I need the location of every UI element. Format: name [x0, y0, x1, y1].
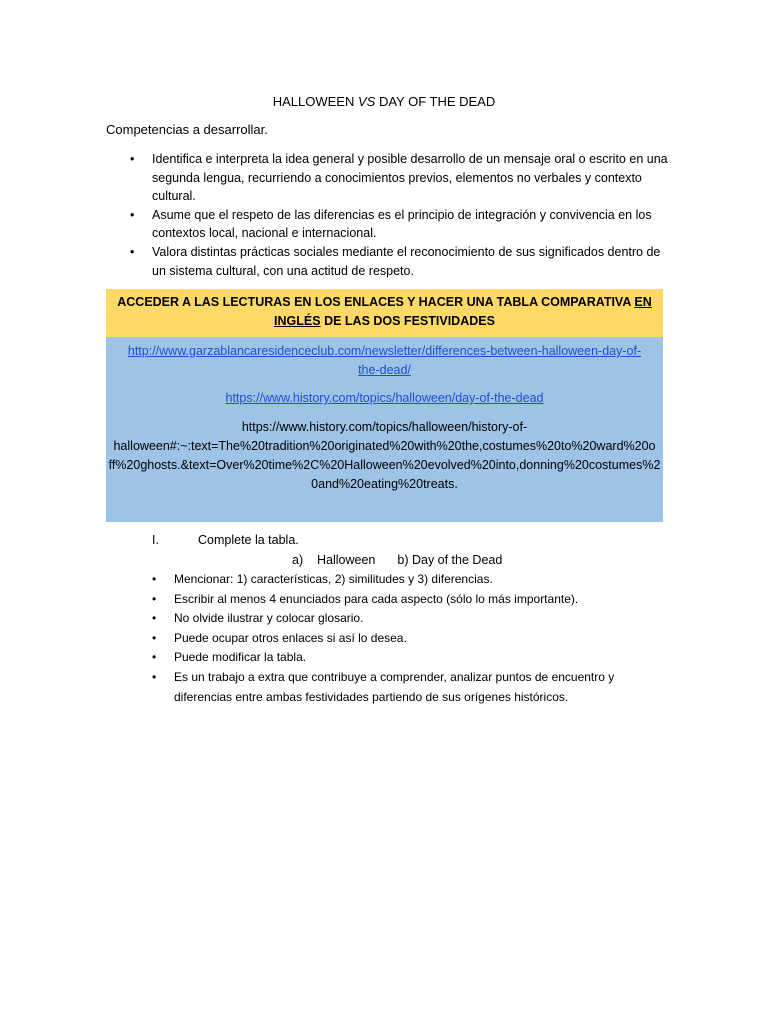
table-options	[292, 551, 502, 569]
instructions-list	[152, 570, 674, 707]
list-item	[130, 150, 672, 206]
bullet-icon: •	[152, 611, 157, 626]
bullet-icon: •	[130, 207, 135, 222]
instruction-text: ACCEDER A LAS LECTURAS EN LOS ENLACES Y HACER UNA TABLA COMPARATIVA	[117, 295, 635, 309]
instruction-item-text: Mencionar: 1) características, 2) similitudes y 3) diferencias.	[174, 572, 493, 586]
competencia-text: Identifica e interpreta la idea general y posible desarrollo de un mensaje oral o escrito en una segunda lengua, recurriendo a conocimientos previos, elementos no verbales y contexto cultural.	[152, 152, 668, 204]
section-complete-table	[152, 531, 299, 549]
bullet-icon: •	[152, 572, 157, 586]
links-box	[106, 337, 663, 522]
link-garzablanca[interactable]	[106, 342, 663, 380]
instruction-item-text: Es un trabajo a extra que contribuye a comprender, analizar puntos de encuentro y diferencias entre ambas festividades partiendo de sus orígenes históricos.	[174, 669, 615, 704]
link-line: the-dead/	[358, 363, 411, 377]
option-halloween: a) Halloween	[292, 553, 376, 567]
list-item	[152, 609, 674, 629]
bullet-icon: •	[130, 152, 135, 166]
competencias-heading: Competencias a desarrollar.	[106, 122, 268, 137]
section-label: Complete la tabla.	[198, 533, 299, 547]
section-number: I.	[152, 533, 159, 547]
list-item	[130, 243, 672, 280]
instruction-banner	[106, 289, 663, 337]
list-item	[152, 629, 674, 649]
list-item	[152, 648, 674, 668]
list-item	[130, 206, 672, 243]
list-item	[152, 668, 674, 707]
url-line: https://www.history.com/topics/halloween/history-of-	[241, 420, 528, 434]
page-title	[0, 93, 768, 111]
title-part-halloween: HALLOWEEN	[272, 94, 358, 109]
title-part-day-of-dead: DAY OF THE DEAD	[375, 94, 496, 109]
url-line: ff%20ghosts.&text=Over%20time%2C%20Halloween%20evolved%20into,donning%20costumes%2	[108, 458, 661, 472]
option-day-of-dead: b) Day of the Dead	[397, 553, 503, 567]
list-item	[152, 570, 674, 590]
link-line: http://www.garzablancaresidenceclub.com/newsletter/differences-between-halloween-day-of-	[127, 344, 642, 358]
url-line: 0and%20eating%20treats.	[311, 477, 458, 491]
link-history-day-of-dead[interactable]: https://www.history.com/topics/halloween/day-of-the-dead	[225, 391, 544, 405]
bullet-icon: •	[130, 244, 135, 259]
instruction-underlined-text: EN INGLÉS	[274, 295, 652, 328]
instruction-text-end: DE LAS DOS FESTIVIDADES	[320, 314, 495, 328]
bullet-icon: •	[152, 650, 157, 665]
url-line: halloween#:~:text=The%20tradition%20originated%20with%20the,costumes%20to%20ward%20o	[113, 439, 656, 453]
bullet-icon: •	[152, 591, 157, 606]
instruction-item-text: No olvide ilustrar y colocar glosario.	[174, 611, 364, 626]
instruction-item-text: Puede ocupar otros enlaces si así lo desea.	[174, 630, 407, 645]
competencia-text: Valora distintas prácticas sociales mediante el reconocimiento de sus significados dentro de un sistema cultural, con una actitud de respeto.	[152, 244, 661, 278]
instruction-item-text: Escribir al menos 4 enunciados para cada aspecto (sólo lo más importante).	[174, 591, 579, 606]
competencias-list	[130, 150, 672, 280]
instruction-item-text: Puede modificar la tabla.	[174, 650, 307, 665]
title-vs: VS	[357, 94, 376, 109]
competencia-text: Asume que el respeto de las diferencias es el principio de integración y convivencia en los contextos local, nacional e internacional.	[152, 207, 652, 241]
bullet-icon: •	[152, 630, 157, 645]
bullet-icon: •	[152, 669, 157, 684]
list-item	[152, 590, 674, 610]
url-history-of-halloween	[106, 418, 663, 494]
